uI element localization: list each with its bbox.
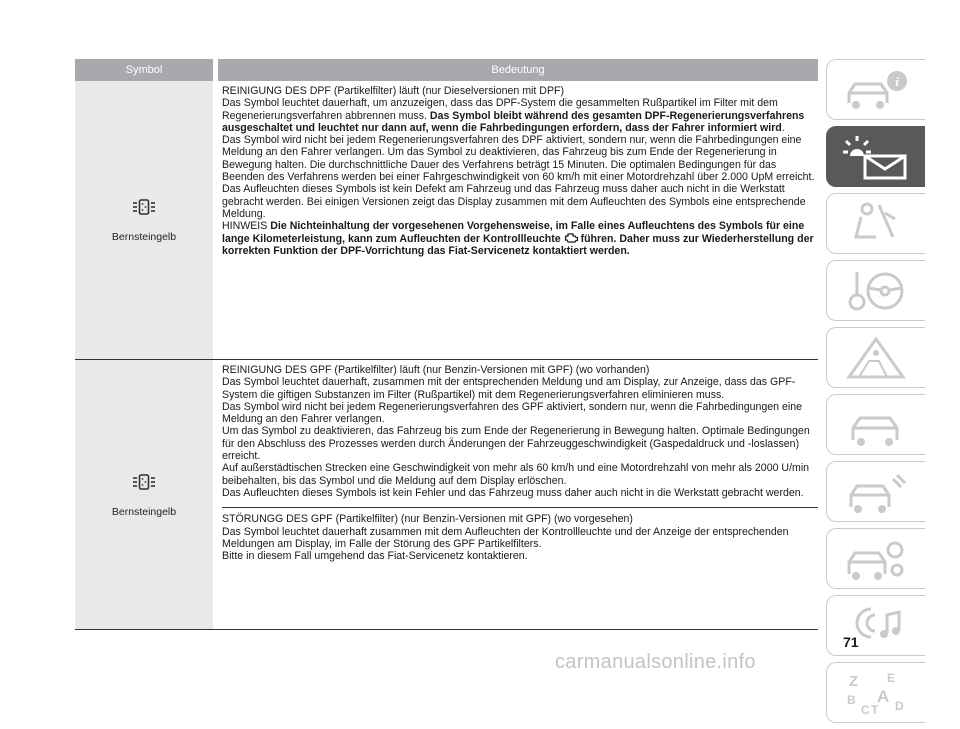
tab-warning-lights[interactable] (826, 126, 925, 187)
gpf-fault-heading: STÖRUNGG DES GPF (Partikelfilter) (nur Benzin-Versionen mit GPF) (wo vorgesehen) (222, 513, 633, 526)
alphabetical-index-icon (841, 670, 911, 716)
tab-maintenance[interactable] (826, 461, 925, 522)
svg-text:A: A (877, 686, 890, 706)
key-steering-wheel-icon (841, 268, 911, 314)
tab-safety[interactable] (826, 193, 925, 254)
tab-index[interactable] (826, 662, 925, 723)
dpf-filter-icon (132, 197, 156, 217)
gpf-paragraph: Auf außerstädtischen Strecken eine Geschwindigkeit von mehr als 60 km/h und eine Motordrehzahl von mehr als 2000 U/min beibehalten, bis das Symbol und die Meldung auf dem Display erlöschen. (222, 462, 810, 487)
tab-warnings[interactable] (826, 327, 925, 388)
dpf-paragraph: Das Symbol leuchtet dauerhaft, um anzuzeigen, dass das DPF-System die gesammelten Rußpartikel im Filter mit dem Regenerierungsverfahren abbrennen muss. Das Symbol bleibt während des gesamten DPF-Regenerierungsverfahrens ausgeschaltet und leuchtet nur dann auf, wenn die Fahrbedingungen erfordern, dass der Fahrer informiert wird. (222, 97, 805, 134)
svg-text:D: D (895, 698, 904, 713)
tab-start-drive[interactable] (826, 260, 925, 321)
tab-technical-data[interactable] (826, 528, 925, 589)
dpf-heading: REINIGUNG DES DPF (Partikelfilter) läuft (nur Dieselversionen mit DPF) (222, 85, 565, 97)
gpf-fault-paragraph: Bitte in diesem Fall umgehend das Fiat-Servicenetz kontaktieren. (222, 550, 528, 563)
warning-lights-message-icon (841, 134, 911, 180)
svg-text:T: T (871, 702, 879, 717)
gpf-filter-icon (132, 472, 156, 492)
table-row (75, 360, 818, 630)
header-meaning: Bedeutung (491, 64, 545, 76)
page-number: 71 (843, 634, 859, 650)
svg-text:B: B (847, 692, 856, 707)
table-header (75, 59, 818, 81)
svg-text:E: E (887, 670, 896, 685)
chapter-sidebar (826, 59, 925, 729)
car-maintenance-icon (841, 469, 911, 515)
car-breakdown-icon (841, 402, 911, 448)
car-gears-icon (841, 536, 911, 582)
symbol-color-label: Bernsteingelb (111, 505, 177, 518)
gpf-fault-paragraph: Das Symbol leuchtet dauerhaft zusammen mit dem Aufleuchten der Kontrollleuchte und der Anzeige der entsprechenden Meldungen am Display, im Falle der Störung des GPF Partikelfilters. (222, 525, 789, 550)
tab-car-info[interactable] (826, 59, 925, 120)
meaning-cell (218, 360, 818, 629)
gpf-paragraph: Um das Symbol zu deaktivieren, das Fahrzeug bis zum Ende der Regenerierung in Bewegung halten. Optimale Bedingungen für den Abschluss des Prozesses werden durch Änderungen der Fahrzeuggeschwindigkeit (Gaspedaldruck und -loslassen) erreicht. (222, 425, 810, 463)
meaning-cell (218, 81, 818, 359)
watermark: carmanualsonline.info (555, 651, 756, 673)
gpf-paragraph: Das Symbol wird nicht bei jedem Regenerierungsverfahren des GPF aktiviert, sondern nur, wenn die Fahrbedingungen eine Meldung an den Fahrer verlangen. (222, 400, 803, 426)
symbol-cell (75, 81, 213, 359)
svg-text:C: C (861, 702, 870, 717)
tab-multimedia[interactable] (826, 595, 925, 656)
car-info-icon (841, 67, 911, 113)
engine-warning-icon (564, 233, 578, 243)
svg-text:Z: Z (849, 672, 859, 690)
road-warning-icon (841, 335, 911, 381)
tab-emergency[interactable] (826, 394, 925, 455)
gpf-heading: REINIGUNG DES GPF (Partikelfilter) läuft (nur Benzin-Versionen mit GPF) (wo vorhanden) (222, 364, 650, 376)
gpf-paragraph: Das Symbol leuchtet dauerhaft, zusammen mit der entsprechenden Meldung und am Display, zur Anzeige, dass das GPF-System die giftigen Substanzen im Filter (Rußpartikel) mit dem Regenerierungsverfahren eliminieren muss. (222, 376, 796, 401)
dpf-note: HINWEIS Die Nichteinhaltung der vorgesehenen Vorgehensweise, im Falle eines Aufleuchtens des Symbols für eine lange Kilometerleistung, kann zum Aufleuchten der Kontrollleuchte führen. Daher muss zur Wiederherstellung der korrekten Funktion der DPF-Vorrichtung das Fiat-Servicenetz kontaktiert werden. (222, 220, 814, 257)
seat-airbag-icon (841, 201, 911, 247)
gpf-paragraph: Das Aufleuchten dieses Symbols ist kein Fehler und das Fahrzeug muss daher auch nicht in die Werkstatt gebracht werden. (222, 486, 804, 499)
dpf-paragraph: Das Symbol wird nicht bei jedem Regenerierungsverfahren des DPF aktiviert, sondern nur, wenn die Fahrbedingungen eine Meldung an den Fahrer verlangen. Um das Symbol zu deaktivieren, das Fahrzeug bis zum Ende der Regenerierung in Bewegung halten. Die durchschnittliche Dauer des Verfahrens beträgt 15 Minuten. Die optimalen Bedingungen für das Beenden des Verfahrens werden bei einer Fahrgeschwindigkeit von 60 km/h mit einer Motordrehzahl über 2.000 UpM erreicht. (222, 134, 815, 184)
table-row (75, 81, 818, 360)
note-label: HINWEIS (222, 220, 268, 233)
gpf-fault-section (222, 507, 818, 562)
symbol-color-label: Bernsteingelb (111, 231, 177, 243)
symbol-table (75, 59, 818, 630)
header-symbol: Symbol (125, 64, 163, 76)
dpf-paragraph: Das Aufleuchten dieses Symbols ist kein Defekt am Fahrzeug und das Fahrzeug muss daher auch nicht in die Werkstatt gebracht werden. Bei einigen Versionen zeigt das Display zusammen mit dem Aufleuchten des Symbols eine entsprechende Meldung. (222, 183, 806, 220)
svg-text:i: i (895, 73, 899, 89)
symbol-cell (75, 360, 213, 629)
